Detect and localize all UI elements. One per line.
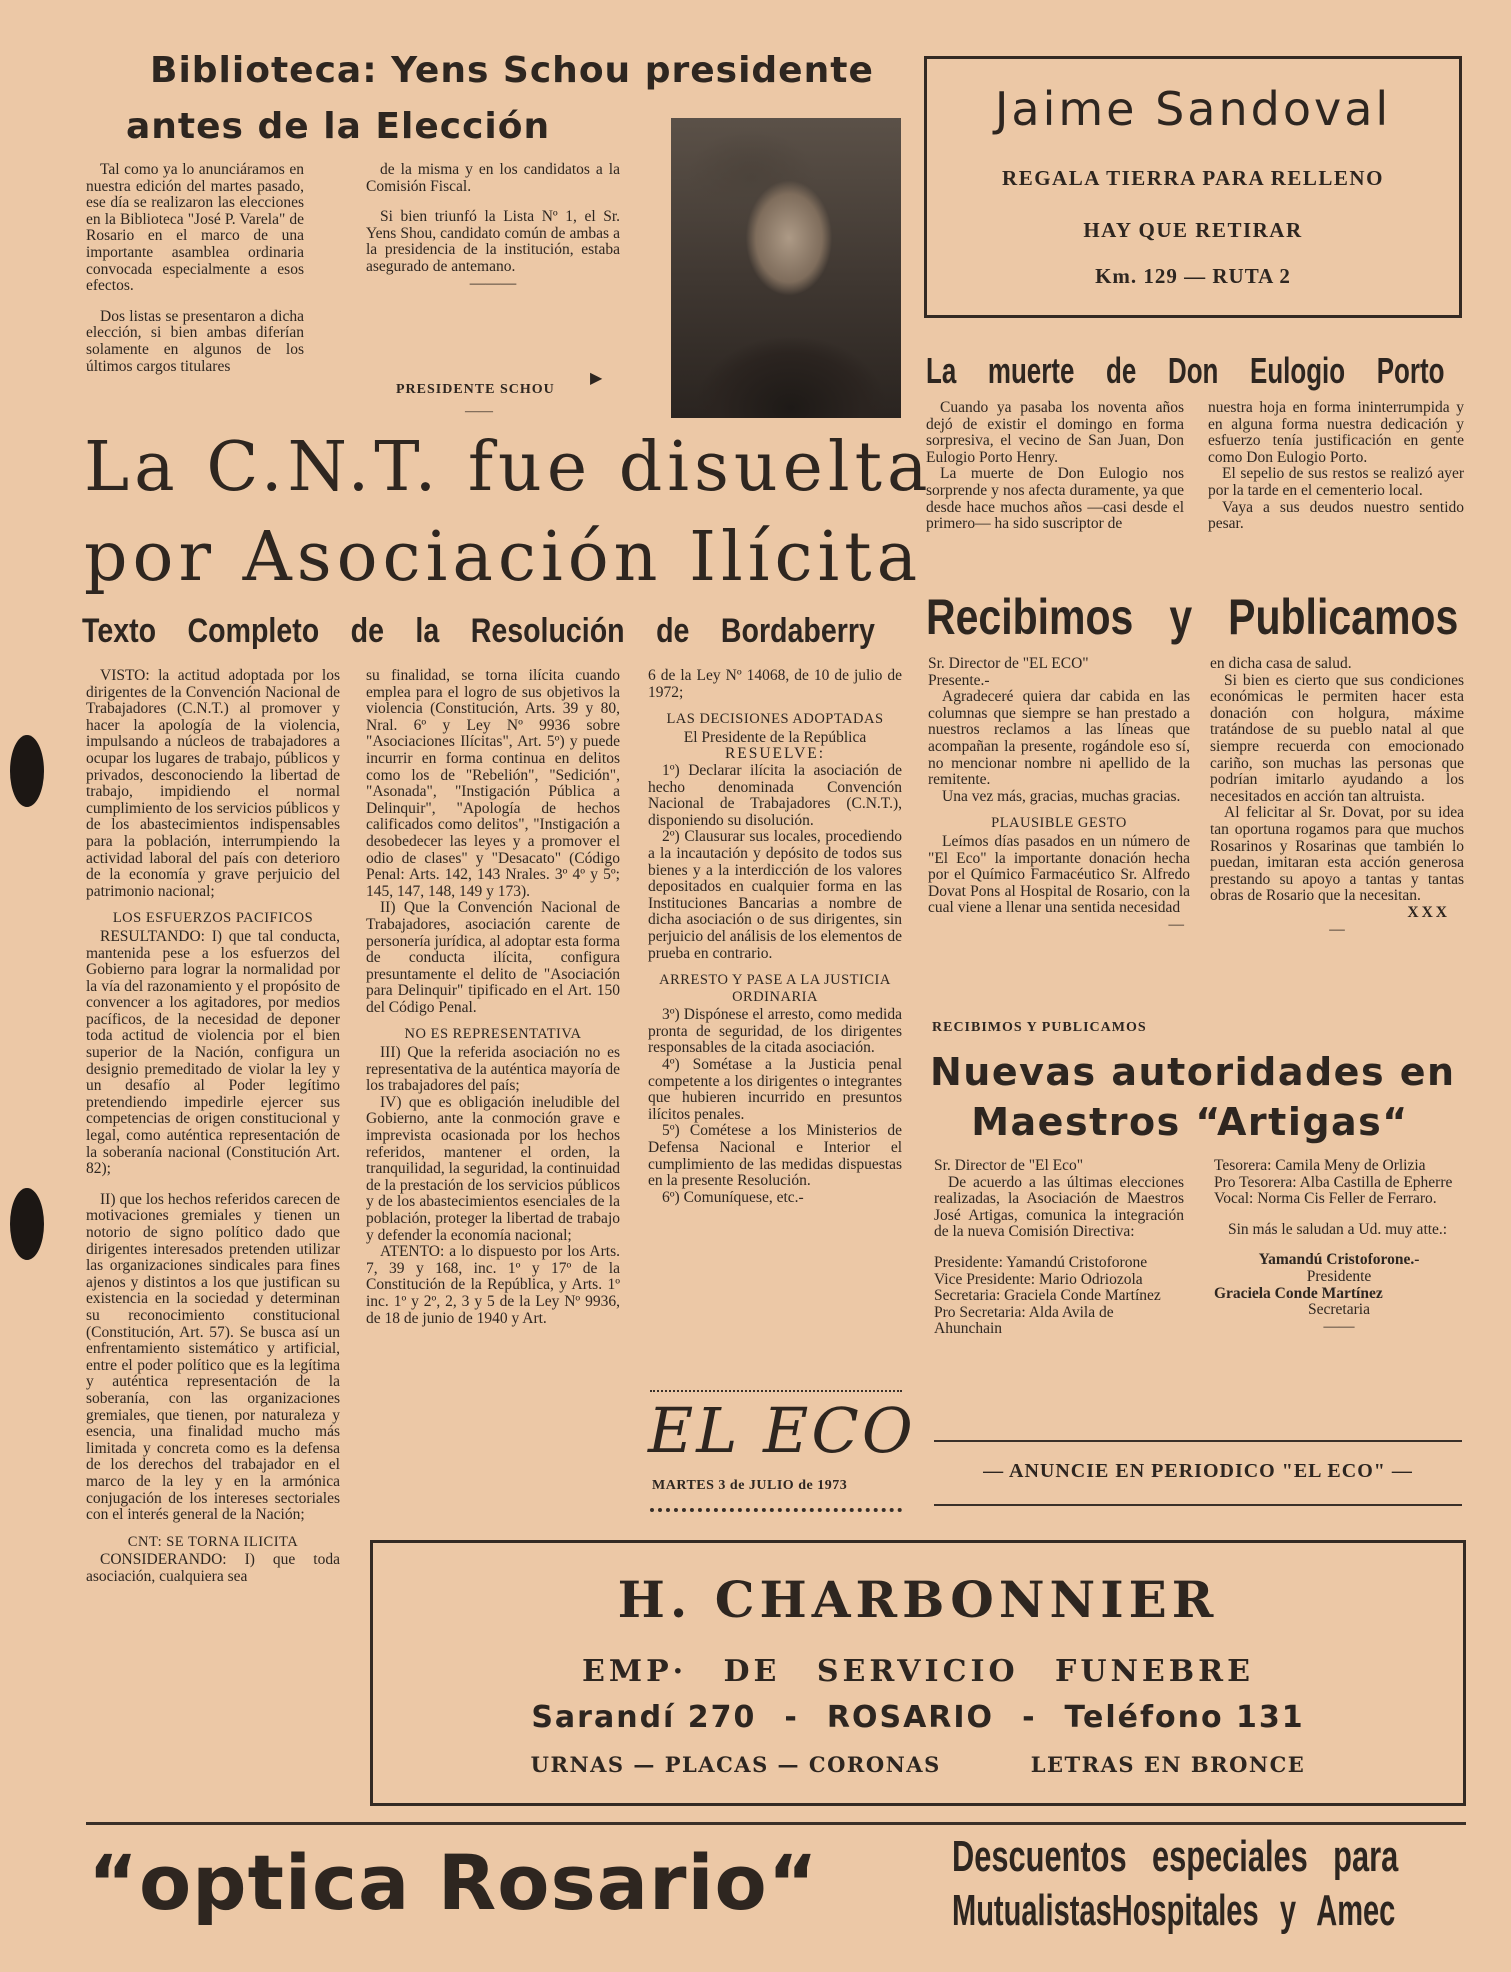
role: Pro Tesorera: Alba Castilla de Epherre bbox=[1214, 1173, 1453, 1191]
charbonnier-name: H. CHARBONNIER bbox=[617, 1570, 1219, 1629]
paragraph: La muerte de Don Eulogio nos sorprende y nos afecta duramente, ya que desde hace muchos años —casi desde el primero— ha sido suscriptor de bbox=[926, 465, 1184, 533]
paragraph: II) Que la Convención Nacional de Trabajadores, asociación carente de personería jurídica, al adoptar esta forma de conducta ilícita, configura presuntamente el delito de "Asociación para Delinquir" tipificado en el Art. 150 del Código Penal. bbox=[366, 899, 620, 1016]
paragraph: El sepelio de sus restos se realizó ayer por la tarde en el cementerio local. bbox=[1208, 465, 1464, 499]
paragraph: 1º) Declarar ilícita la asociación de hecho denominada Convención Nacional de Trabajadores (C.N.T.), disponiendo su disolución. bbox=[648, 761, 902, 829]
masthead-rule-top bbox=[650, 1390, 902, 1392]
optica-name: “optica Rosario“ bbox=[88, 1838, 819, 1927]
paragraph: Si bien triunfó la Lista Nº 1, el Sr. Yens Shou, candidato común de ambas a la presidencia de la institución, estaba asegurado de antemano. bbox=[366, 208, 620, 275]
divider-dash: ——— bbox=[469, 274, 517, 292]
subheading: PLAUSIBLE GESTO bbox=[991, 815, 1127, 832]
subheading: CNT: SE TORNA ILICITA bbox=[127, 1533, 299, 1550]
cnt-headline-line2: por Asociación Ilícita bbox=[84, 518, 923, 597]
signature: Graciela Conde Martínez bbox=[1214, 1284, 1383, 1302]
paragraph: Al felicitar al Sr. Dovat, por su idea tan oportuna rogamos para que muchos Rosarinos y Rosarinas que también lo puedan, imitaran esta acción generosa prestando su apoyo a tantas y tantas obras de Rosario que la necesitan. bbox=[1210, 804, 1464, 905]
role: Vice Presidente: Mario Odriozola bbox=[934, 1270, 1143, 1288]
salutation: Sr. Director de "El Eco" bbox=[934, 1157, 1084, 1174]
divider-dash: —— bbox=[1323, 1317, 1355, 1335]
signature-role: Secretaria bbox=[1308, 1301, 1370, 1319]
paragraph: de la misma y en los candidatos a la Comisión Fiscal. bbox=[366, 161, 620, 195]
separator: - bbox=[1022, 1700, 1037, 1735]
charbonnier-city: ROSARIO bbox=[826, 1700, 995, 1735]
masthead-date: MARTES 3 de JULIO de 1973 bbox=[652, 1478, 848, 1493]
binding-hole-top bbox=[10, 735, 44, 807]
sandoval-line3: Km. 129 — RUTA 2 bbox=[1095, 264, 1291, 288]
paragraph: 2º) Clausurar sus locales, procediendo a la incautación y depósito de todos sus bienes y a la interdicción de los valores depositados en cualquier forma en las Instituciones Bancarias a nombre de dicha asociación o de sus dirigentes, sin perjuicio del análisis de los elementos de prueba en contrario. bbox=[648, 828, 902, 962]
charbonnier-phone: Teléfono 131 bbox=[1064, 1700, 1305, 1735]
closing: Sin más le saludan a Ud. muy atte.: bbox=[1228, 1220, 1448, 1238]
porto-title: La muerte de Don Eulogio Porto bbox=[926, 350, 1445, 391]
porto-col1 bbox=[926, 400, 1184, 533]
anuncie-rule-top bbox=[934, 1440, 1462, 1442]
paragraph: 5º) Cométese a los Ministerios de Defensa Nacional e Interior el cumplimiento de las medidas dispuestas en la presente Resolución. bbox=[648, 1122, 902, 1190]
photo-presidente-schou bbox=[671, 118, 901, 418]
role: Tesorera: Camila Meny de Orlizia bbox=[1214, 1157, 1426, 1174]
recibimos-title: Recibimos y Publicamos bbox=[926, 589, 1459, 645]
paragraph: 4º) Sométase a la Justicia penal competente a los dirigentes o integrantes que hubieren incurrido en presuntos ilícitos penales. bbox=[648, 1056, 902, 1123]
charbonnier-items: URNAS — PLACAS — CORONAS bbox=[530, 1752, 941, 1777]
maestros-col1 bbox=[934, 1158, 1184, 1338]
caption-arrow-icon: ▶ bbox=[590, 370, 603, 387]
role: Vocal: Norma Cis Feller de Ferraro. bbox=[1214, 1190, 1437, 1208]
optica-line1: Descuentos especiales para bbox=[952, 1832, 1399, 1881]
recibimos-col2 bbox=[1210, 656, 1464, 938]
paragraph: RESULTANDO: I) que tal conducta, mantenida pese a los esfuerzos del Gobierno para lograr la normalidad por la vía del razonamiento y el propósito de convencer a los agitadores, por medios pacíficos, de la necesidad de deponer toda actitud de violencia por el bien superior de la Nación, configura un designio premeditado de violar la ley y un desafío al Poder legítimo pretendiendo impedirle ejercer sus competencias de origen constitucional y legal, como auténtica representación de la soberanía nacional (Constitución Art. 82); bbox=[86, 927, 340, 1178]
paragraph: VISTO: la actitud adoptada por los dirigentes de la Convención Nacional de Trabajadores (C.N.T.) al promover y hacer la apología de la violencia, impulsando a núcleos de trabajadores a ocupar los lugares de trabajo, públicos y privados, desconociendo la libertad de trabajo, impidiendo el normal cumplimiento de los servicios públicos y de los abastecimientos indispensables para la población, interrumpiendo la actividad laboral del país con deterioro de la economía y grave perjuicio del patrimonio nacional; bbox=[86, 667, 340, 900]
cnt-col3 bbox=[648, 668, 902, 1206]
charbonnier-address bbox=[370, 1700, 1466, 1735]
sandoval-name: Jaime Sandoval bbox=[994, 82, 1392, 136]
role: Presidente: Yamandú Cristoforone bbox=[934, 1253, 1148, 1271]
photo-caption: PRESIDENTE SCHOU bbox=[396, 382, 555, 397]
sandoval-line1: REGALA TIERRA PARA RELLENO bbox=[1002, 166, 1384, 190]
maestros-col2 bbox=[1214, 1158, 1464, 1335]
separator: - bbox=[784, 1700, 799, 1735]
paragraph: 3º) Dispónese el arresto, como medida pronta de seguridad, de los dirigentes responsables de la citada asociación. bbox=[648, 1006, 902, 1057]
salutation: Sr. Director de "EL ECO" bbox=[928, 655, 1089, 672]
paragraph: 6º) Comuníquese, etc.- bbox=[662, 1188, 804, 1206]
paragraph: nuestra hoja en forma ininterrumpida y en alguna forma nuestra dedicación y esfuerzo tenía justificación en gente como Don Eulogio Porto. bbox=[1208, 399, 1464, 466]
signature: Yamandú Cristoforone.- bbox=[1258, 1251, 1420, 1269]
masthead-name: EL ECO bbox=[648, 1394, 916, 1467]
biblioteca-col2 bbox=[366, 162, 620, 292]
masthead-rule-bottom bbox=[650, 1508, 902, 1512]
signature: XXX bbox=[1407, 903, 1450, 921]
cnt-col1 bbox=[86, 668, 340, 1585]
divider-dash: — bbox=[1168, 915, 1184, 933]
maestros-kicker: RECIBIMOS Y PUBLICAMOS bbox=[932, 1020, 1147, 1035]
sandoval-line2: HAY QUE RETIRAR bbox=[1083, 218, 1303, 242]
paragraph: El Presidente de la República bbox=[683, 728, 867, 746]
paragraph: Una vez más, gracias, muchas gracias. bbox=[942, 787, 1181, 805]
role: Pro Secretaria: Alda Avila de Ahunchain bbox=[934, 1303, 1114, 1338]
optica-line2: MutualistasHospitales y Amec bbox=[952, 1886, 1396, 1935]
subheading: NO ES REPRESENTATIVA bbox=[404, 1026, 582, 1043]
paragraph: Dos listas se presentaron a dicha elección, si bien ambas diferían solamente en algunos de los últimos cargos titulares bbox=[86, 307, 304, 375]
charbonnier-line1: EMP· DE SERVICIO FUNEBRE bbox=[582, 1654, 1254, 1689]
biblioteca-title-line1: Biblioteca: Yens Schou presidente bbox=[150, 50, 874, 91]
charbonnier-products bbox=[370, 1752, 1466, 1777]
binding-hole-bottom bbox=[10, 1188, 44, 1260]
anuncie-rule-bottom bbox=[934, 1504, 1462, 1506]
paragraph: Cuando ya pasaba los noventa años dejó de existir el domingo en forma sorpresiva, el vecino de San Juan, Don Eulogio Porto Henry. bbox=[926, 399, 1184, 466]
biblioteca-title-line2: antes de la Elección bbox=[126, 106, 551, 147]
divider-dash: —— bbox=[465, 404, 493, 419]
paragraph: su finalidad, se torna ilícita cuando emplea para el logro de sus objetivos la violencia (Constitución, Arts. 39 y 80, Nral. 6º y Ley Nº 9936 sobre "Asociaciones Ilícitas", Art. 5º) y puede incurrir en forma continua en delitos como los de "Rebelión", "Sedición", "Asonada", "Instigación Pública a Delinquir", "Apología de hechos calificados como delitos", "Instigación a desobedecer las leyes y a promover el odio de clases" y "Desacato" (Código Penal: Arts. 142, 143 Nrales. 3º 4º y 5º; 145, 147, 148, 149 y 173). bbox=[366, 667, 620, 900]
paragraph: IV) que es obligación ineludible del Gobierno, ante la conmoción grave e imprevista ocasionada por los hechos referidos, mantener el orden, la tranquilidad, la seguridad, la continuidad de la prestación de los servicios públicos y de los abastecimientos esenciales de la población, proteger la libertad de trabajo y defender la economía nacional; bbox=[366, 1093, 620, 1244]
subheading: ARRESTO Y PASE A LA JUSTICIA ORDINARIA bbox=[659, 972, 891, 1005]
paragraph: Si bien es cierto que sus condiciones económicas le permiten hacer esta donación con holgura, máxime tratándose de su pueblo natal al que siempre recuerda con emocionado cariño, son muchas las personas que podrían imitarlo ayudando a los necesitados en acción tan altruista. bbox=[1210, 671, 1464, 805]
paragraph: CONSIDERANDO: I) que toda asociación, cualquiera sea bbox=[86, 1551, 340, 1585]
cnt-subhead: Texto Completo de la Resolución de Bordaberry bbox=[82, 612, 875, 650]
recibimos-col1 bbox=[928, 656, 1190, 934]
paragraph: De acuerdo a las últimas elecciones realizadas, la Asociación de Maestros José Artigas, comunica la integración de la nueva Comisión Directiva: bbox=[934, 1173, 1184, 1241]
anuncie-text: — ANUNCIE EN PERIODICO "EL ECO" — bbox=[983, 1460, 1413, 1482]
signature-role: Presidente bbox=[1306, 1267, 1372, 1285]
paragraph: ATENTO: a lo dispuesto por los Arts. 7, 39 y 168, inc. 1º y 17º de la Constitución de la República, y Arts. 1º inc. 1º y 2º, 2, 3 y 5 de la Ley Nº 9936, de 18 de junio de 1940 y Art. bbox=[366, 1243, 620, 1327]
paragraph: Vaya a sus deudos nuestro sentido pesar. bbox=[1208, 498, 1464, 533]
paragraph: II) que los hechos referidos carecen de motivaciones gremiales y tienen un notorio de signo político dado que dirigentes interesados pretenden utilizar las organizaciones sindicales para fines ajenos y distintos a los que justifican su existencia en la sociedad y determinan su reconocimiento constitucional (Constitución, Art. 57). Se busca así un enfrentamiento sistemático y artificial, entre el poder político que es la legítima y auténtica representación de la soberanía, con las organizaciones gremiales, que tienen, por naturaleza y esencia, una finalidad mucho más limitada y concreta como es la defensa de los derechos del trabajador en el marco de la ley y en la armónica conjugación de los intereses sectoriales con el interés general de la Nación; bbox=[86, 1190, 340, 1524]
presente: Presente.- bbox=[928, 671, 990, 689]
paragraph: Tal como ya lo anunciáramos en nuestra edición del martes pasado, ese día se realizaron las elecciones en la Biblioteca "José P. Varela" de Rosario en el marco de una importante asamblea ordinaria convocada especialmente a esos efectos. bbox=[86, 161, 304, 295]
porto-col2 bbox=[1208, 400, 1464, 533]
role: Secretaria: Graciela Conde Martínez bbox=[934, 1287, 1161, 1305]
divider-dash: — bbox=[1329, 920, 1345, 938]
subheading: LOS ESFUERZOS PACIFICOS bbox=[112, 910, 314, 927]
paragraph: Leímos días pasados en un número de "El Eco" la importante donación hecha por el Químico Farmacéutico Sr. Alfredo Dovat Pons al Hospital de Rosario, con la cual viene a llenar una sentida necesidad bbox=[928, 832, 1190, 917]
paragraph: en dicha casa de salud. bbox=[1210, 655, 1352, 672]
footer-rule bbox=[86, 1822, 1466, 1825]
maestros-title-line2: Maestros “Artigas“ bbox=[971, 1100, 1409, 1144]
maestros-title-line1: Nuevas autoridades en bbox=[930, 1050, 1456, 1094]
paragraph: Agradeceré quiera dar cabida en las columnas que siempre se han prestado a nuestros reclamos a las líneas que acompañan la presente, rogándole eso sí, no mencionar nombre ni apellido de la remitente. bbox=[928, 688, 1190, 789]
paragraph: 6 de la Ley Nº 14068, de 10 de julio de 1972; bbox=[648, 667, 902, 701]
paragraph: III) Que la referida asociación no es representativa de la auténtica mayoría de los trabajadores del país; bbox=[366, 1044, 620, 1095]
biblioteca-col1 bbox=[86, 162, 304, 375]
cnt-col2 bbox=[366, 668, 620, 1327]
resuelve-label: RESUELVE: bbox=[724, 745, 826, 763]
cnt-headline-line1: La C.N.T. fue disuelta bbox=[84, 428, 933, 507]
charbonnier-letters: LETRAS EN BRONCE bbox=[1030, 1752, 1306, 1777]
charbonnier-street: Sarandí 270 bbox=[531, 1700, 757, 1735]
subheading: LAS DECISIONES ADOPTADAS bbox=[666, 711, 884, 728]
